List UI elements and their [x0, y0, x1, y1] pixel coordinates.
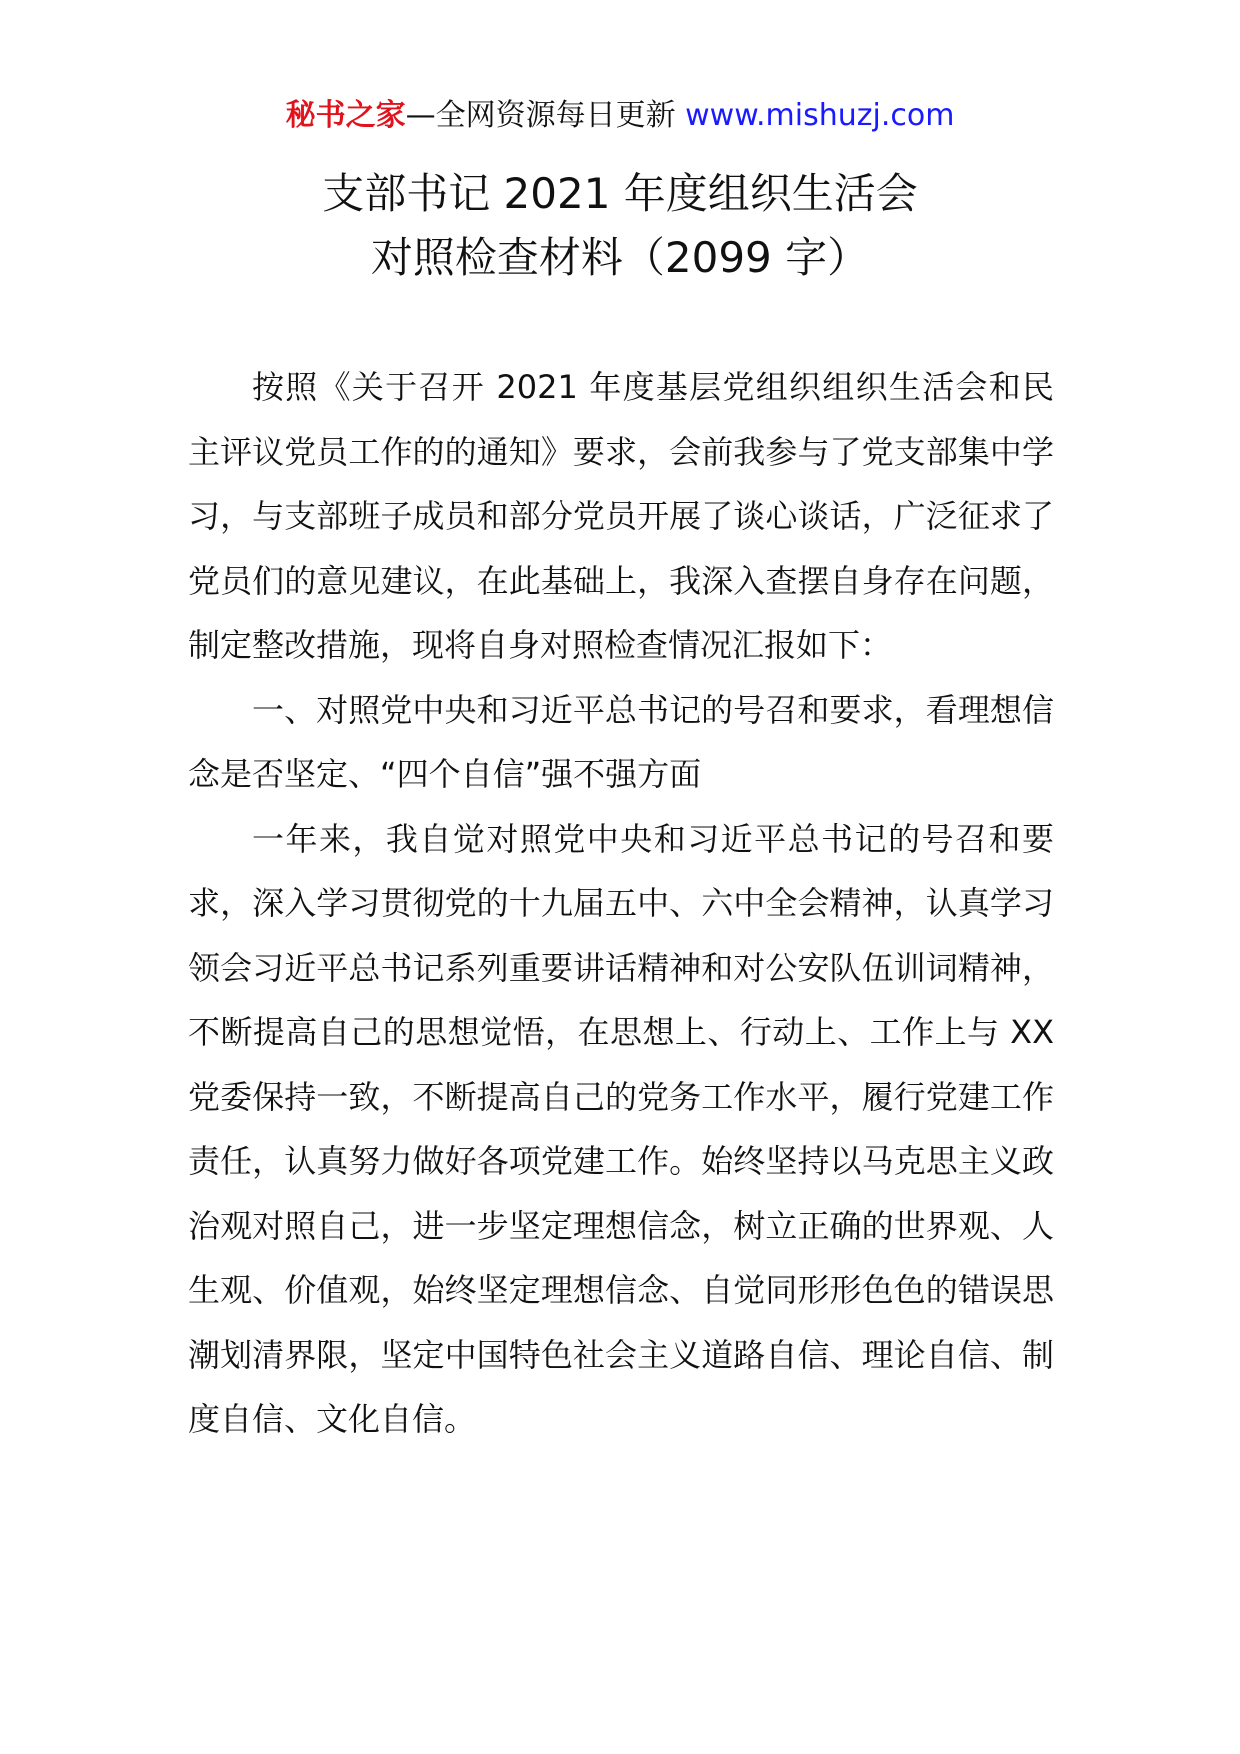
site-url-link[interactable]: www.mishuzj.com	[685, 98, 955, 133]
document-title-line-1: 支部书记 2021 年度组织生活会	[322, 169, 918, 218]
site-header	[0, 96, 1240, 136]
body-paragraph-intro: 按照《关于召开 2021 年度基层党组织组织生活会和民主评议党员工作的的通知》要求，会前我参与了党支部集中学习，与支部班子成员和部分党员开展了谈心谈话，广泛征求了党员们的意见建议，在此基础上，我深入查摆自身存在问题，制定整改措施，现将自身对照检查情况汇报如下：	[188, 368, 1054, 664]
section-heading-1: 一、对照党中央和习近平总书记的号召和要求，看理想信念是否坚定、“四个自信”强不强方面	[188, 690, 1054, 793]
document-title-line-2: 对照检查材料（2099 字）	[370, 233, 870, 282]
site-tagline: —全网资源每日更新	[405, 98, 686, 133]
document-body	[188, 355, 1054, 1452]
site-brand: 秘书之家	[285, 98, 406, 133]
body-paragraph-section-1: 一年来，我自觉对照党中央和习近平总书记的号召和要求，深入学习贯彻党的十九届五中、六中全会精神，认真学习领会习近平总书记系列重要讲话精神和对公安队伍训词精神，不断提高自己的思想觉悟，在思想上、行动上、工作上与 XX 党委保持一致，不断提高自己的党务工作水平，履行党建工作责任，认真努力做好各项党建工作。始终坚持以马克思主义政治观对照自己，进一步坚定理想信念，树立正确的世界观、人生观、价值观，始终坚定理想信念、自觉同形形色色的错误思潮划清界限，坚定中国特色社会主义道路自信、理论自信、制度自信、文化自信。	[188, 819, 1054, 1438]
